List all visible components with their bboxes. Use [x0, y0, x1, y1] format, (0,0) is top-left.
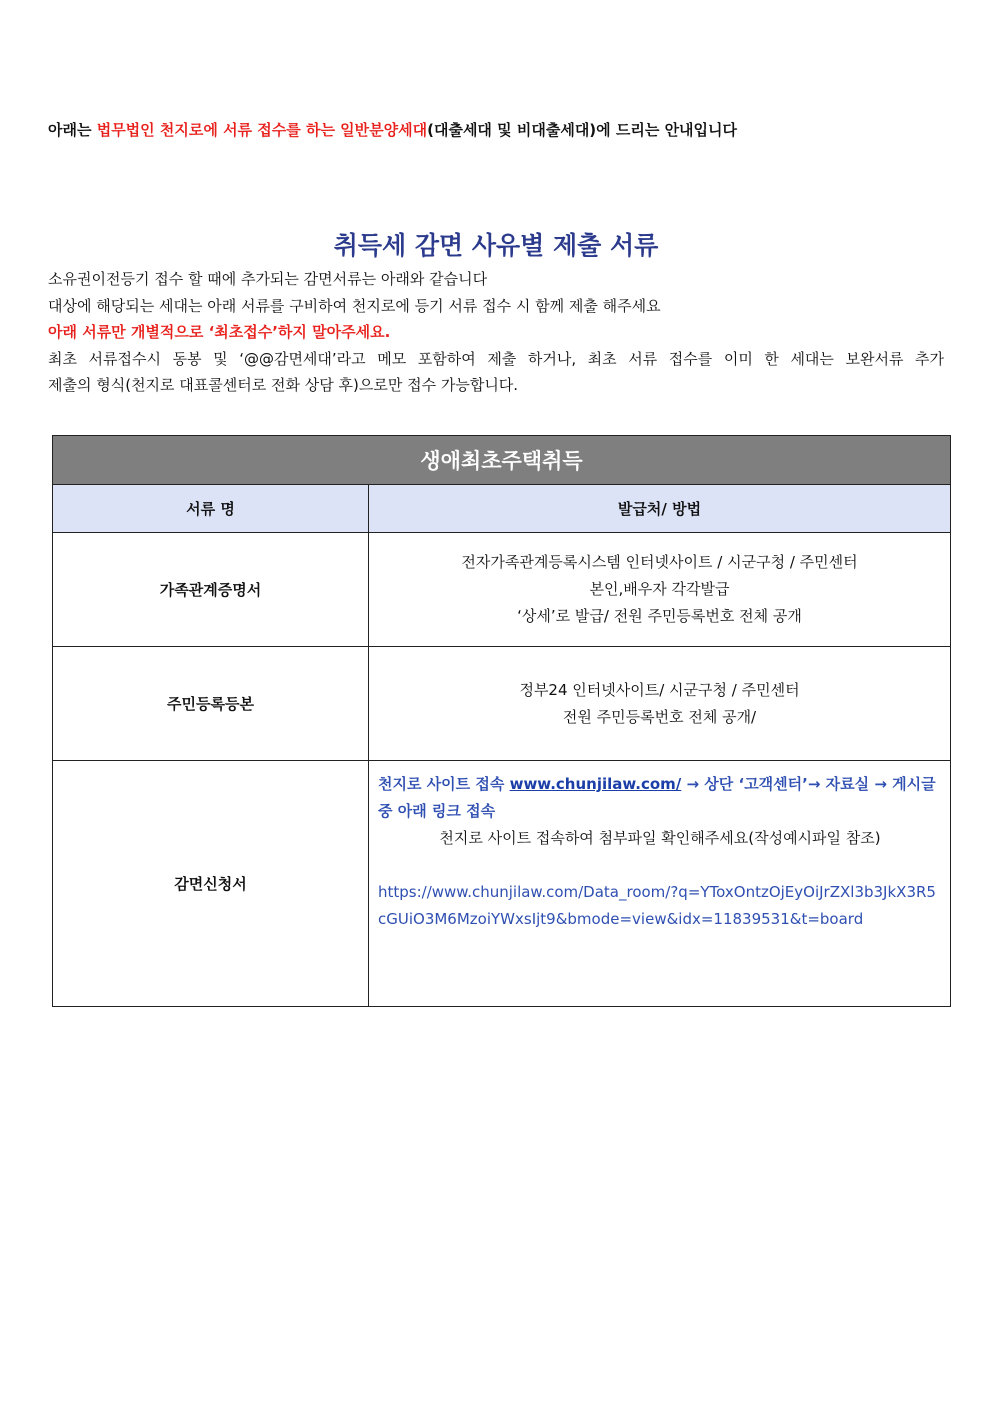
- issuer-line: 정부24 인터넷사이트/ 시군구청 / 주민센터: [519, 680, 800, 699]
- nav-suffix: → 상단 ‘고객센터’→ 자료실 → 게시글 중 아래 링크 접속: [378, 775, 936, 820]
- notice-part3: (대출세대 및 비대출세대)에 드리는 안내입니다: [427, 121, 738, 139]
- notice-part1: 아래는: [48, 121, 97, 139]
- doc-name-cell: 가족관계증명서: [53, 533, 369, 647]
- site-link[interactable]: www.chunjilaw.com/: [509, 775, 682, 793]
- documents-table: [52, 435, 951, 1007]
- board-url-link[interactable]: https://www.chunjilaw.com/Data_room/?q=YToxOntzOjEyOiJrZXl3b3JkX3R5cGUiO3M6MzoiYWxsIjt9&bmode=view&idx=11839531&t=board: [378, 883, 936, 928]
- intro-line-5: 제출의 형식(천지로 대표콜센터로 전화 상담 후)으로만 접수 가능합니다.: [48, 376, 519, 394]
- page-title: 취득세 감면 사유별 제출 서류: [333, 231, 659, 260]
- intro-line-1: 소유권이전등기 접수 할 때에 추가되는 감면서류는 아래와 같습니다: [48, 270, 488, 288]
- attachment-instruction: 천지로 사이트 접속하여 첨부파일 확인해주세요(작성예시파일 참조): [439, 829, 881, 847]
- issuer-line: ‘상세’로 발급/ 전원 주민등록번호 전체 공개: [517, 607, 802, 625]
- header-doc-name: 서류 명: [53, 485, 369, 533]
- notice-line: [48, 119, 737, 140]
- navigation-instructions: [378, 771, 942, 825]
- issuer-cell: [369, 647, 951, 761]
- intro-line-2: 대상에 해당되는 세대는 아래 서류를 구비하여 천지로에 등기 서류 접수 시 함께 제출 해주세요: [48, 296, 661, 315]
- intro-text: [48, 266, 944, 399]
- issuer-line: 본인,배우자 각각발급: [589, 580, 730, 598]
- table-banner: 생애최초주택취득: [53, 436, 951, 485]
- intro-line-4: 최초 서류접수시 동봉 및 ‘@@감면세대’라고 메모 포함하여 제출 하거나, 최초 서류 접수를 이미 한 세대는 보완서류 추가: [48, 349, 944, 368]
- notice-highlight: 법무법인 천지로에 서류 접수를 하는 일반분양세대: [96, 121, 428, 139]
- table-header-row: [53, 485, 951, 533]
- header-issuer: 발급처/ 방법: [369, 485, 951, 533]
- intro-warning: 아래 서류만 개별적으로 ‘최초접수’하지 말아주세요.: [48, 323, 391, 341]
- table-row: [53, 761, 951, 1007]
- nav-prefix: 천지로 사이트 접속: [378, 775, 510, 793]
- table-row: [53, 533, 951, 647]
- table-row: [53, 647, 951, 761]
- issuer-line: 전원 주민등록번호 전체 공개/: [562, 707, 757, 726]
- doc-name-cell: 주민등록등본: [53, 647, 369, 761]
- table-banner-row: [53, 436, 951, 485]
- issuer-line: 전자가족관계등록시스템 인터넷사이트 / 시군구청 / 주민센터: [461, 553, 858, 571]
- doc-name-cell: 감면신청서: [53, 761, 369, 1007]
- issuer-cell: [369, 761, 951, 1007]
- issuer-cell: [369, 533, 951, 647]
